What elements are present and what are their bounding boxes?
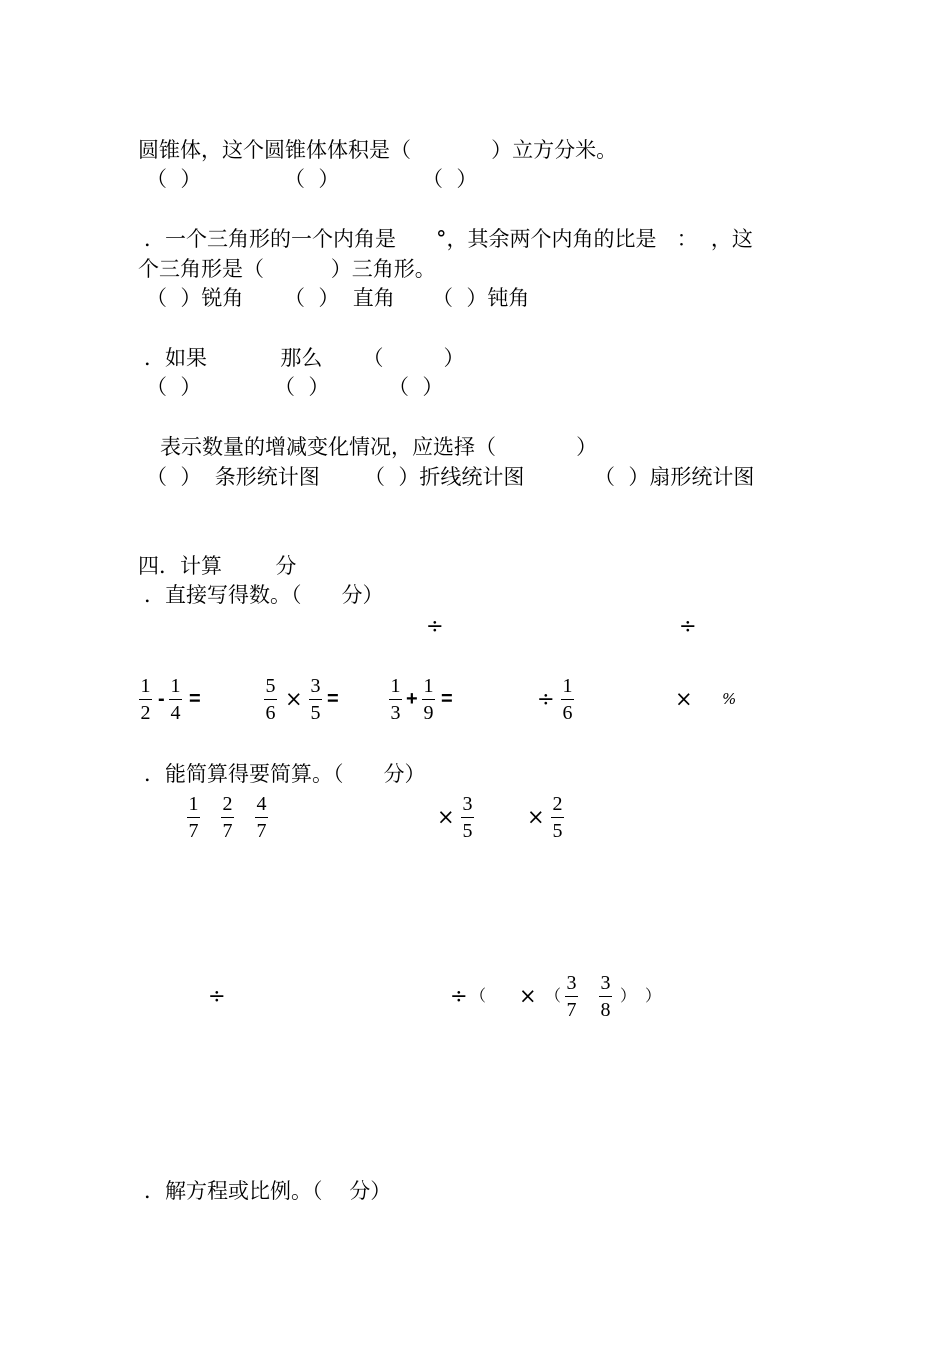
question-if-then: ．如果 那么 （ ） [144,346,465,370]
question-triangle-line2: 个三角形是（ ）三角形。 [138,257,436,281]
equals-sign: = [189,688,201,710]
divide-sign: ÷ [450,984,468,1008]
fraction [309,675,322,724]
denominator: 2 [140,702,151,724]
denominator: 5 [552,820,563,842]
option-pie-chart: （ ）扇形统计图 [594,465,755,489]
fraction [264,675,277,724]
option-bar-chart: （ ） 条形统计图 [146,465,320,489]
fraction [221,793,234,842]
numerator: 2 [552,793,563,815]
fraction [255,793,268,842]
denominator: 5 [462,820,473,842]
option-c: （ ） [388,375,444,399]
numerator: 5 [265,675,276,697]
divide-sign: ÷ [537,687,555,711]
option-acute: （ ）锐角 [146,286,244,310]
fraction [461,793,474,842]
denominator: 4 [170,702,181,724]
option-a: （ ） [146,375,202,399]
fraction [422,675,435,724]
denominator: 7 [188,820,199,842]
fraction [187,793,200,842]
times-sign: × [519,984,537,1008]
option-a: （ ） [146,167,202,191]
fraction [599,972,612,1021]
plus-sign: + [406,688,418,710]
option-b: （ ） [274,375,330,399]
fraction [561,675,574,724]
times-sign: × [675,687,693,711]
divide-sign: ÷ [679,614,697,638]
numerator: 1 [140,675,151,697]
option-b: （ ） [284,167,340,191]
subsection-direct-answers: ．直接写得数。（ 分） [144,583,384,607]
option-right: （ ） 直角 [284,286,395,310]
numerator: 3 [462,793,473,815]
option-line-chart: （ ）折线统计图 [364,465,525,489]
percent-sign: % [722,690,737,708]
question-chart-type: 表示数量的增减变化情况，应选择（ ） [160,435,598,459]
subsection-simplify: ．能简算得要简算。（ 分） [144,762,426,786]
option-obtuse: （ ）钝角 [432,286,530,310]
times-sign: × [285,687,303,711]
denominator: 7 [256,820,267,842]
denominator: 3 [390,702,401,724]
denominator: 6 [562,702,573,724]
section-title: 四．计算 分 [138,554,297,578]
numerator: 1 [188,793,199,815]
fraction [139,675,152,724]
option-c: （ ） [422,167,478,191]
fraction [169,675,182,724]
paren-close: ） [645,986,662,1005]
times-sign: × [437,805,455,829]
subsection-solve-equations: ．解方程或比例。（ 分） [144,1179,392,1203]
times-sign: × [527,805,545,829]
divide-sign: ÷ [208,984,226,1008]
numerator: 3 [310,675,321,697]
paren-open: （ [545,986,562,1005]
divide-sign: ÷ [426,614,444,638]
denominator: 8 [600,999,611,1021]
paren-close: ） [620,986,637,1005]
denominator: 9 [423,702,434,724]
numerator: 3 [600,972,611,994]
fraction [389,675,402,724]
equals-sign: = [441,688,453,710]
paren-open: （ [470,986,487,1005]
minus-sign: - [158,688,165,710]
numerator: 2 [222,793,233,815]
numerator: 1 [170,675,181,697]
numerator: 1 [562,675,573,697]
numerator: 1 [423,675,434,697]
denominator: 6 [265,702,276,724]
question-triangle-line1: ．一个三角形的一个内角是 °，其余两个内角的比是 ： ，这 [144,227,753,251]
numerator: 1 [390,675,401,697]
equals-sign: = [327,688,339,710]
numerator: 4 [256,793,267,815]
numerator: 3 [566,972,577,994]
denominator: 7 [222,820,233,842]
question-cone-volume: 圆锥体，这个圆锥体体积是（ ）立方分米。 [138,138,618,162]
fraction [551,793,564,842]
fraction [565,972,578,1021]
denominator: 7 [566,999,577,1021]
denominator: 5 [310,702,321,724]
